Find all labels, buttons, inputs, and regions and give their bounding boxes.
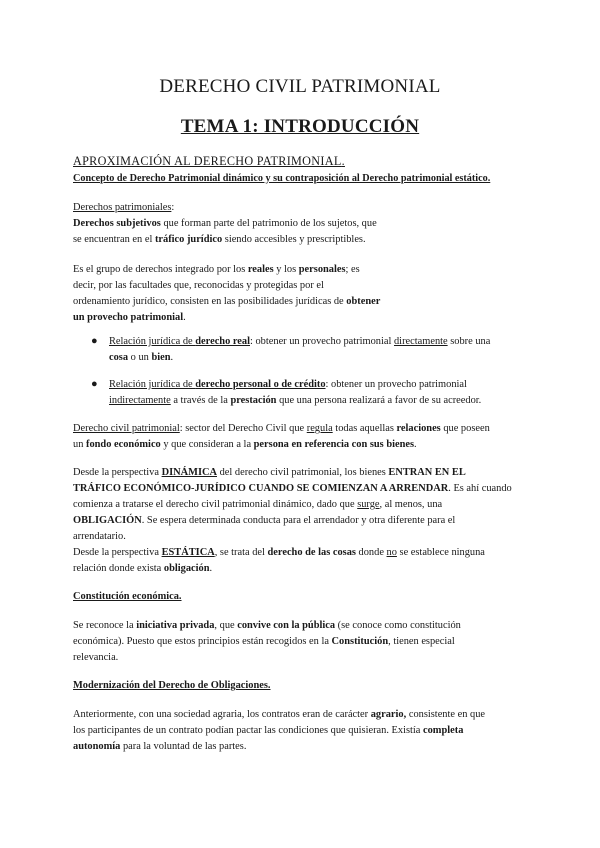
est-a4: se establece ninguna: [396, 547, 485, 558]
mod-agrario: agrario,: [370, 709, 407, 720]
derechos-line-1: [73, 216, 535, 232]
dinamica-line-2: [73, 481, 543, 497]
b1-directamente: directamente: [393, 336, 448, 347]
bullet-1-line-2: [109, 350, 537, 366]
dinamica-line-3: [73, 497, 543, 513]
b2-a2: a través de la: [170, 395, 231, 406]
derechos-line-2: [73, 232, 535, 248]
constitucion-line-3: relevancia.: [73, 652, 119, 663]
dcp-u1: Derecho civil patrimonial: [73, 423, 180, 434]
b2-u1: Relación jurídica de: [109, 379, 196, 390]
din-surge: surge: [357, 499, 380, 510]
dcp-relaciones: relaciones: [396, 423, 441, 434]
derechos-label-line: [73, 200, 535, 216]
mod-completa: completa: [423, 725, 464, 736]
mod-a2: consistente en que: [406, 709, 486, 720]
grupo-personales: personales: [298, 264, 346, 275]
din-a1: Desde la perspectiva: [73, 467, 162, 478]
dinamica-line-4: [73, 513, 543, 529]
est-a1: Desde la perspectiva: [73, 547, 162, 558]
modernizacion-heading: Modernización del Derecho de Obligaciones.: [73, 680, 271, 691]
est-a2: , se trata del: [214, 547, 268, 558]
mod-a1: Anteriormente, con una sociedad agraria, los contratos eran de carácter: [73, 709, 371, 720]
dcp-a3: que poseen: [440, 423, 490, 434]
b1-a4: .: [170, 352, 174, 363]
modernizacion-line-3: [73, 739, 535, 755]
con-a2: , que: [214, 620, 238, 631]
section-subheading: Concepto de Derecho Patrimonial dinámico y su contraposición al Derecho patrimonial estático.: [73, 173, 491, 184]
dinamica-line-5: arrendatario.: [73, 531, 126, 542]
bullet-2-line-1: [109, 377, 537, 393]
dcp-a6: .: [414, 439, 417, 450]
dcp-line-1: [73, 421, 553, 437]
con-a4: económica). Puesto que estos principios están recogidos en la: [73, 636, 332, 647]
b1-a3: o un: [128, 352, 152, 363]
est-a5: relación donde exista: [73, 563, 164, 574]
est-derecho-cosas: derecho de las cosas: [267, 547, 356, 558]
dcp-fondo: fondo económico: [86, 439, 161, 450]
mod-autonomia: autonomía: [73, 741, 121, 752]
con-iniciativa: iniciativa privada: [136, 620, 215, 631]
estatica-line-2: [73, 561, 535, 577]
est-a3: donde: [355, 547, 387, 558]
grupo-line-2: decir, por las facultades que, reconocidas y protegidas por el: [73, 280, 324, 291]
grupo-a3: ; es: [345, 264, 360, 275]
derechos-label: Derechos patrimoniales: [73, 202, 172, 213]
din-obligacion: OBLIGACIÓN: [73, 515, 142, 526]
estatica-line-1: [73, 545, 535, 561]
derechos-line-2-a: se encuentran en el: [73, 234, 155, 245]
b1-a2: sobre una: [447, 336, 491, 347]
con-a5: , tienen especial: [388, 636, 455, 647]
section-heading-dot: .: [341, 154, 345, 168]
dcp-a4: un: [73, 439, 86, 450]
con-constitucion: Constitución: [331, 636, 389, 647]
con-a3: (se conoce como constitución: [335, 620, 461, 631]
b2-prestacion: prestación: [230, 395, 277, 406]
b1-cosa: cosa: [109, 352, 129, 363]
grupo-l4-dot: .: [183, 312, 186, 323]
b2-derecho-personal: derecho personal o de crédito: [195, 379, 326, 390]
constitucion-line-2: [73, 634, 543, 650]
bullet-1-icon: ●: [91, 335, 98, 347]
grupo-reales: reales: [247, 264, 274, 275]
document-title: DERECHO CIVIL PATRIMONIAL: [159, 76, 441, 97]
b2-a3: que una persona realizará a favor de su acreedor.: [276, 395, 482, 406]
est-a6: .: [209, 563, 213, 574]
b1-bien: bien: [151, 352, 171, 363]
dcp-a1: : sector del Derecho Civil que: [179, 423, 307, 434]
din-a3: . Es ahí cuando: [448, 483, 512, 494]
b1-u1: Relación jurídica de: [109, 336, 196, 347]
b1-derecho-real: derecho real: [195, 336, 250, 347]
mod-a4: para la voluntad de las partes.: [120, 741, 247, 752]
dcp-regula: regula: [306, 423, 333, 434]
dcp-a5: y que consideran a la: [160, 439, 254, 450]
bullet-2-line-2: [109, 393, 537, 409]
section-heading: [73, 154, 345, 169]
grupo-a1: Es el grupo de derechos integrado por los: [73, 264, 248, 275]
est-no: no: [386, 547, 397, 558]
constitucion-line-1: [73, 618, 543, 634]
est-estatica: ESTÁTICA: [161, 547, 215, 558]
din-a6: . Se espera determinada conducta para el arrendador y otra diferente para el: [141, 515, 456, 526]
din-a5: , al menos, una: [379, 499, 443, 510]
section-heading-text: APROXIMACIÓN AL DERECHO PATRIMONIAL: [73, 154, 342, 168]
grupo-a2: y los: [273, 264, 299, 275]
dinamica-line-1: [73, 465, 543, 481]
derechos-subjetivos: Derechos subjetivos: [73, 218, 161, 229]
b2-a1: : obtener un provecho patrimonial: [325, 379, 467, 390]
din-dinamica: DINÁMICA: [161, 467, 217, 478]
grupo-line-1: [73, 262, 535, 278]
derechos-line-2-c: siendo accesibles y prescriptibles.: [222, 234, 366, 245]
dcp-line-2: [73, 437, 553, 453]
din-a2: del derecho civil patrimonial, los bienes: [217, 467, 389, 478]
b1-a1: : obtener un provecho patrimonial: [250, 336, 394, 347]
topic-title: TEMA 1: INTRODUCCIÓN: [180, 116, 420, 137]
grupo-provecho: un provecho patrimonial: [73, 312, 184, 323]
modernizacion-line-2: [73, 723, 553, 739]
trafico-juridico: tráfico jurídico: [154, 234, 223, 245]
bullet-1-line-1: [109, 334, 537, 350]
modernizacion-line-1: [73, 707, 553, 723]
constitucion-heading: Constitución económica.: [73, 591, 182, 602]
grupo-obtener: obtener: [346, 296, 381, 307]
grupo-line-3: [73, 294, 535, 310]
derechos-line-1-text: que forman parte del patrimonio de los sujetos, que: [160, 218, 377, 229]
din-entran: ENTRAN EN EL: [388, 467, 466, 478]
bullet-2-icon: ●: [91, 378, 98, 390]
con-a1: Se reconoce la: [73, 620, 137, 631]
mod-a3: los participantes de un contrato podían pactar las condiciones que quisieran. Existía: [73, 725, 423, 736]
derechos-colon: :: [171, 202, 175, 213]
grupo-line-4: [73, 310, 535, 326]
est-obligacion: obligación: [163, 563, 210, 574]
con-convive: convive con la pública: [237, 620, 336, 631]
din-a4: comienza a tratarse el derecho civil patrimonial dinámico, dado que: [73, 499, 358, 510]
dcp-persona: persona en referencia con sus bienes: [253, 439, 415, 450]
din-trafico: TRÁFICO ECONÓMICO-JURÍDICO CUANDO SE COMIENZAN A ARRENDAR: [73, 483, 449, 494]
b2-indirectamente: indirectamente: [109, 395, 171, 406]
grupo-l3-a: ordenamiento jurídico, consisten en las posibilidades jurídicas de: [73, 296, 347, 307]
dcp-a2: todas aquellas: [332, 423, 397, 434]
